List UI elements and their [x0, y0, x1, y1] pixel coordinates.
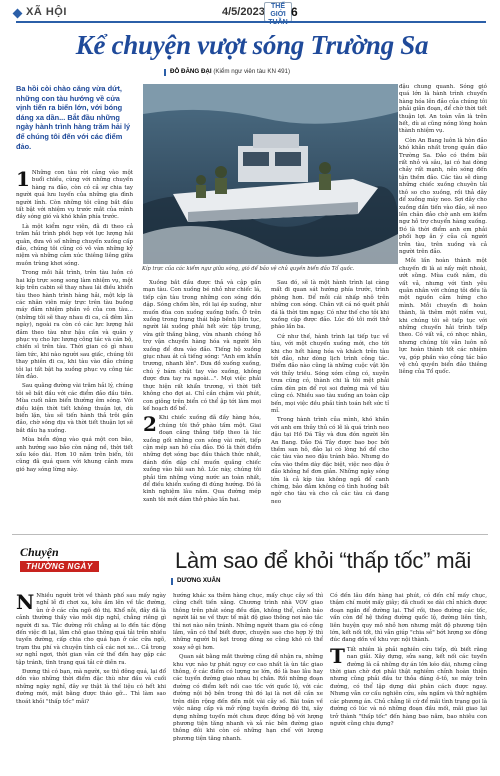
paragraph: Trong hành trình của mình, khó khăn với anh em thủy thủ có lẽ là quá trình neo đậu tại Hồ Đá Tây và đưa đón người lên An Bang. Đảo Đá Tây được bao bọc bởi thềm san hô, đảo lại có lòng hồ để cho các tàu vào neo đậu tránh bão. Nhưng do cửa vào thềm dày đặc biệt, việc neo đậu ở đảo không hề đơn giản. Những ngày sóng lớn là cả kíp tàu không ngủ để canh chừng, bảo đảm không có tình huống bất ngờ cho tàu và cho cả các tàu cá đang neo [271, 417, 389, 505]
paragraph: Là một kiểm ngư viên, đã đi theo cả trăm hải trình phối hợp với lực lượng hải quân, đưa vô số những chuyến xuống cấp đảo, chúng tôi cũng có vô vàn những kỷ niệm và những cảm xúc thiêng liêng giữa muôn trùng khơi sóng. [16, 223, 133, 267]
section-label: XÃ HỘI [26, 6, 67, 18]
article2-byline [177, 577, 220, 584]
drop-cap: 1 [16, 167, 30, 191]
paragraph: Có đến lâu đến hàng hai phút, có đến chỉ mấy chục, thậm chí mười mấy giây; đã chuối xe dài chỉ nhích được đoạn ngắn để đường lại. Thế rồi, theo đường các tốc, vấn còn để hệ thống đường quốc lộ, đường liên tỉnh, liên huyện quy mô nhỏ hơn nhưng mật độ phương tiện lớn, kết nối tốt, thì vẫn giúp "chia sẻ" bớt lượng xe đông đúc đang dồn về khu vực nội thành. [330, 593, 487, 644]
column-subtitle-badge: THƯỜNG NGÀY [20, 561, 99, 572]
byline-marker [171, 578, 173, 585]
section-divider [12, 534, 488, 535]
header-rule [16, 21, 486, 23]
article-column-3 [271, 280, 389, 508]
article-column-4 [399, 84, 487, 379]
paragraph: Những con tàu rời cảng vào một buổi chiều, cùng với những chuyến hàng ra đảo, còn có cả sự chia tay người quá lưu luyến của những gia đình người lính. Còn những tôi cũng bắt đầu tất bật với nhiệm vụ trước mắt của mình đầy sóng gió và khó khăn phía trước. [16, 170, 133, 221]
paragraph: Trong mỗi hải trình, trên tàu luôn có hai kíp trực song song làm nhiệm vụ, một kíp trên cabin sẽ thay nhau lái điều khiển tàu theo hành trình hàng hải, một kíp là các nhân viên máy trực trên tàu buồng máy đảm nhiệm phần vỏ của con tàu... (những tôi sẽ thay nhau đi ca, cả đêm lẫn ngày), ngoài ra còn có các lực lượng hải đảm theo tàu như hậu cần và quân y phục vụ cho lực lượng công tác và cán bộ, chiến sĩ trên tàu. Thời gian có gì nhau làm tức, khi nào người sau giấc, chúng tôi thay phiên đi ca, khi tàu vào đảo chúng tôi lại tất bật hạ xuồng phục vụ công tác lên đảo. [16, 270, 133, 380]
paragraph: Còn An Bang luôn là hòn đảo khó khăn nhất trong quần đảo Trường Sa. Đảo có thềm bãi rất nhỏ và sâu, lại có hai dòng chảy rất mạnh, nên sóng đến tận thềm đảo. Các tàu sẽ dùng những chiếc xuồng chuyên tải thô so cho xuồng, rồi thả dây để xuồng máy neo. Sợi dây cho xuồng dần tiến vào đảo, sẽ neo lên chân đảo chờ anh em kiểm ngư hỗ trợ chuyển hàng xuống. Đó là thời điểm anh em phải phối hợp ăn ý của cả người trên tàu, trên xuồng và cả người trên đảo. [399, 137, 487, 255]
article2-headline: Làm sao để khỏi “thấp tốc” mãi [175, 548, 472, 573]
paragraph: Đương thì có bạn, mà người, xe thì đông quá, lại đổ dồn vào những thời điểm đặc thù như đầu và cuối những ngày nghỉ, đây sự thật là thế liệu có hết khi đường mới, mặt bằng được tháo gỡ... Thì làm sao thoát khỏi "thấp tốc" mãi? [16, 669, 166, 705]
article-headline: Kể chuyện vượt sóng Trường Sa [75, 30, 429, 60]
article2-column-2 [173, 593, 323, 745]
paragraph: Sau đó, sẽ là một hành trình lại càng mất đi quan sát hướng phía trước, trình phòng hơn. Để mỗi cái nhấp nhô trên những con sóng. Chân vịt cá nó quét phải đá là thời tim ngay. Có như thế cho tôi khi xuồng cập được đảo. Lúc đó tôi mới thở phào lần ba. [271, 280, 389, 331]
article-photo [143, 84, 398, 264]
paragraph: Tất nhiên là phải nghiên cứu tiếp, dù biết rằng nan giải. Xây dựng, sửa sang, kết nối các tuyến đường là cả những dự án lớn kéo dài, nhưng cũng thời gian chờ đợi phải thật nghiêm chỉnh hoàn thiện nhưng cũng phải đầu tư thỏa đáng ô-tô, xe máy trên đường, có thể lập dựng dài phân cách được ngay. Nhưng vẫn cơ cấu nghiên cứu, sửa ngầm và thử nghiệm các phương án. Chủ chẳng lẽ cứ để mãi tình trạng gọi là đường có lúc và nó những đoạn đầu mối, mãi giao lại trở thành "thấp tốc" đến hàng bao năm, bao nhiêu con người cũng chịu đựng? [330, 646, 487, 727]
photo-caption: Kíp trực của các kiểm ngư giữa sóng, gió để bảo vệ chủ quyền biển đảo Tổ quốc. [142, 266, 355, 272]
byline-role: (Kiểm ngư viên tàu KN 491) [213, 68, 291, 75]
article2-column-3 [330, 593, 487, 730]
drop-cap: 2 [143, 412, 157, 437]
byline-author: ĐỖ ĐĂNG ĐẠI [170, 68, 212, 75]
paragraph: Nhiều người trời về thành phố sau mấy ngày nghỉ lễ đi chơi xa, kêu ầm lên về tắc đường, ùn ứ ở các cửa ngõ đô thị. Khổ nỗi, đây đã là cảnh thường thấy vào mỗi dịp nghỉ, chẳng riêng gì người đi xa. Tắc đường rồi chẳng ai lo đến tác động đến việc đi lại, lắm chỗ giao thông quá tải trên nhiều tuyến đường, cấp chia cho quá hạn ở các cửa ngõ, trạm thu phí và chuyện tính cả các nơi xe... Cả trong sự nghỉ ngơi, thời gian vẫn cứ thế đến hay gặp các tập tránh, tình trạng quá tải cứ diễn ra. [16, 593, 166, 666]
paragraph: hướng khác xa thêm hàng chục, mấy chục cây số thì cũng chết tiền xăng. Chương trình nhà VOV giao thông trên phát sóng đều đặn, không thể, cảnh báo người lái xe về thực tế mật độ giao thông nơi nào tắc thì nơi nào nên tránh. Những người tham gia có công lắm, vẫn có thể biết được, chuyện sao cho hợp lý thì những người bị kẹt trong dòng xe cũng khó có thể xoay sở gì hơn. [173, 593, 323, 651]
paragraph: Mùa biển động vào quá một con bão, anh hướng sao bảo còn nặng nề, thời tiết xấu kéo dài. Hơn 10 năm trên biển, tôi cũng đã quá quen với khung cảnh mưa gió hay sóng lừng này. [16, 437, 133, 473]
paragraph: Sau quãng đường vài trăm hải lý, chúng tôi sẽ bắt đầu với các điểm đảo đầu tiên. Mùa cuối năm biển thường êm sóng. Với điều kiện thời tiết không thuận lợi, dù biển lặn, tàu sẽ tiến hành thả trôi gần đảo, chờ sóng dịu và thời tiết thuận lợi sẽ bắt đầu hạ xuồng. [16, 383, 133, 434]
paragraph: Cứ như thế, hành trình lại tiếp tục về tàu, với một chuyến xuồng mới, cho tới khi cho hết hàng hóa và khách trên tàu tới đảo, như dòng lịch trình công tác. Điểm đảo nào cũng là những cuộc vật lộn với thủy triều. Sóng xóm cũng có, xuyên trưa cũng có, thành chi là tôi mệt phải cầm đèn pin để rọi soi đường mà về tàu cũng có. Nhiều sao tàu xuống an toàn cập bến, mọi việc đều phải tính toán hết sức tỉ mỉ. [271, 333, 389, 414]
article-column-2 [143, 280, 261, 506]
paragraph: Quan sát bằng mắt thường cũng dễ nhận ra, những khu vực nào tự phát nguy cơ cao nhất là ùn tắc giao thông, ở các điểm có lượng xe lớn, đó là bao lâu hay các tuyến đường giao nhau bị chắn. Rồi những đoạn đường có điểm kết nối cao tốc với quốc lộ, với các đường nội bộ bên trong thì đó lại là nơi dễ cần xe trên diện rộng đến đến một vài cây số. Bài toán về việc nâng cấp và mở rộng tuyến đường đô thị, xây dựng những tuyến mới chưa được đồng bộ với lượng phương tiện tăng nhanh và xả rác bên đường giao thông đôi khi còn có những hạn chế với lượng phương tiện tăng nhanh. [173, 654, 323, 742]
article2-column-1 [16, 590, 166, 708]
paragraph: Khi chiếc xuồng đã đầy hàng hóa, chúng tôi thở phào tấm một. Giai đoạn căng thẳng tiếp theo là lúc xuồng gối những con sóng vài mét, tiếp cận mép san hô của đảo. Đó là thời điểm những đợt sóng bạc đầu thách thức nhất, đánh dồn dập chỉ muốn quăng chiếc xuồng vào bãi san hô. Lúc này, chúng tôi phải tìm những vùng nước an toàn nhất, để điều khiển xuồng đi đúng hướng. Đó là kinh nghiệm lâu năm. Qua đường mép xanh tôi mới dám thở phào lần hai. [143, 415, 261, 503]
drop-cap: N [16, 590, 35, 614]
magazine-logo: THẾ GIỚI [264, 2, 292, 22]
page-number: 6 [291, 5, 298, 19]
issue-date: 4/5/2023 [222, 6, 265, 18]
paragraph: Xuồng bắt đầu được thả và cập gần mạn tàu. Con xuồng bé nhỏ như chiếc lá, tiếp cận tàu trong những con sóng dồn dập. Sóng chồm lên, rồi lại ép xuống, như muốn đùa con xuồng xuống biển. Ở trên xuồng trong trạng thái bập bềnh liên tục, người lái xuồng phải hết sức tập trung, vừa giữ thăng bằng, vừa nhanh chóng hỗ trợ vận chuyển hàng hóa và người lên xuồng để đưa vào đảo. Tiếng hộ xuồng giục nhau át cả tiếng sóng: "Anh em khẩn trương, nhanh lên". Đưa đồ xuống xuồng, chú ý bám chặt tay vào xuồng, không được đưa tay ra ngoài...". Mọi việc phải thực hiện rất khẩn trương, vì thời tiết không cho đợi ai. Chỉ cần chậm vài phút, con giông trên biển có thể ập tới làm mọi kế hoạch đổ bể. [143, 280, 261, 412]
article-column-1 [16, 167, 133, 476]
speedboat-photo-illustration [143, 84, 398, 264]
drop-cap: T [330, 643, 345, 668]
article-byline [170, 68, 290, 75]
column-title: Chuyện [20, 545, 59, 559]
byline-author: DƯƠNG XUÂN [177, 577, 221, 584]
article-lead: Ba hồi còi chào căng vừa dứt, những con tàu hướng về cửa vịnh tiến ra biển lớn, với bóng dáng xa dần... Bắt đầu những ngày hành trình hàng trăm hải lý để chúng tôi đến với các điểm đảo. [16, 84, 131, 151]
section-marker-icon [13, 9, 23, 19]
paragraph: đậu chung quanh. Sóng gió quá lớn là hành trình chuyển hàng hóa lên đảo của chúng tôi phải giãn đoạn, để chờ thời tiết thuận lợi. An toàn vẫn là trên hết, dù ai cũng nóng lòng hoàn thành nhiệm vụ. [399, 84, 487, 135]
paragraph: Mỗi lần hoàn thành một chuyến đi là ai nấy mệt nhoài, ướt sũng. Mùa cuối năm, dù vất vả, nhưng với tình yêu quân nhân với chúng tôi đều là một nguồn cảm hứng cho mình. Mỗi chuyến đi hoàn thành, là thêm một niềm vui, khi chúng tôi sẽ tiếp tục với những chuyến hải trình tiếp theo. Có vất vả, có nhọc nhằn, nhưng chúng tôi vẫn luôn nỗ lực hoàn thành tốt các nhiệm vụ, góp phần vào công tác bảo vệ chủ quyền biển đảo thiêng liêng của Tổ quốc. [399, 258, 487, 376]
byline-marker [164, 69, 166, 76]
